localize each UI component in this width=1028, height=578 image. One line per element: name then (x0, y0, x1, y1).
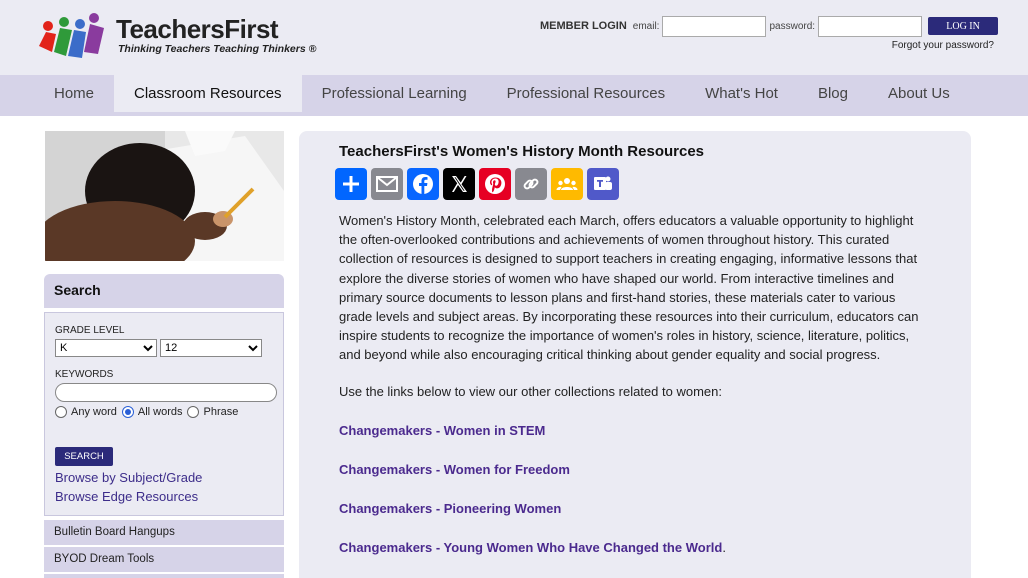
x-icon[interactable] (443, 168, 475, 200)
match-options (55, 406, 273, 418)
main-content (299, 131, 971, 578)
search-heading: Search (44, 274, 284, 308)
keywords-label: KEYWORDS (55, 369, 114, 380)
browse-edge-resources-link[interactable]: Browse Edge Resources (55, 489, 199, 504)
password-input[interactable] (818, 16, 922, 37)
nav-professional-learning[interactable]: Professional Learning (321, 84, 467, 102)
forgot-password-link[interactable]: Forgot your password? (891, 40, 994, 51)
side-item-byod[interactable]: BYOD Dream Tools (44, 547, 284, 572)
side-item-bulletin-board[interactable]: Bulletin Board Hangups (44, 520, 284, 545)
radio-all-words[interactable] (122, 406, 134, 418)
main-nav (0, 75, 1028, 116)
browse-subject-grade-link[interactable]: Browse by Subject/Grade (55, 470, 203, 485)
radio-any-word[interactable] (55, 406, 67, 418)
registered-mark: ® (308, 43, 317, 55)
nav-classroom-resources[interactable]: Classroom Resources (114, 75, 302, 112)
side-item-next[interactable] (44, 574, 284, 578)
site-header (0, 0, 1028, 75)
teachersfirst-logo[interactable] (36, 12, 317, 62)
link-women-for-freedom[interactable]: Changemakers - Women for Freedom (339, 462, 570, 477)
share-plus-icon[interactable] (335, 168, 367, 200)
nav-professional-resources[interactable]: Professional Resources (506, 84, 666, 102)
password-label: password: (769, 20, 816, 32)
radio-phrase[interactable] (187, 406, 199, 418)
share-bar (335, 168, 619, 200)
email-icon[interactable] (371, 168, 403, 200)
radio-all-words-label: All words (137, 406, 183, 418)
login-button[interactable]: LOG IN (928, 17, 998, 35)
link-young-women-changed-world (339, 540, 726, 555)
nav-whats-hot[interactable]: What's Hot (705, 84, 778, 102)
logo-text: TeachersFirst (116, 14, 279, 44)
link-suffix: . (722, 540, 726, 555)
search-panel (44, 312, 284, 516)
puzzle-people-logo-icon (36, 12, 116, 62)
google-classroom-icon[interactable] (551, 168, 583, 200)
grade-level-label: GRADE LEVEL (55, 325, 125, 336)
radio-phrase-label: Phrase (203, 406, 239, 418)
nav-about-us[interactable]: About Us (888, 84, 950, 102)
member-login-label: MEMBER LOGIN (540, 20, 627, 32)
radio-any-word-label: Any word (71, 406, 117, 418)
nav-home[interactable]: Home (54, 84, 95, 102)
use-links-text: Use the links below to view our other collections related to women: (339, 384, 722, 399)
microsoft-teams-icon[interactable] (587, 168, 619, 200)
grade-to-select[interactable] (160, 339, 262, 357)
copy-link-icon[interactable] (515, 168, 547, 200)
email-label: email: (632, 20, 660, 32)
link-women-in-stem[interactable]: Changemakers - Women in STEM (339, 423, 546, 438)
link-young-women-changed-world-text[interactable]: Changemakers - Young Women Who Have Changed the World (339, 540, 723, 555)
facebook-icon[interactable] (407, 168, 439, 200)
keywords-input[interactable] (55, 383, 277, 402)
logo-tagline: Thinking Teachers Teaching Thinkers (118, 43, 306, 55)
search-button[interactable]: SEARCH (55, 447, 113, 466)
grade-from-select[interactable] (55, 339, 157, 357)
intro-paragraph: Women's History Month, celebrated each March, offers educators a valuable opportunity to highlight the often-overlooked contributions and achievements of women throughout history. This curated collection of resources is designed to support teachers in creating engaging, informative lessons that explore the diverse stories of women who have shaped our world. From interactive timelines and primary source documents to lesson plans and first-hand stories, these materials cater to various grade levels and subject areas. By incorporating these resources into their curriculum, educators can inspire students to recognize the importance of women's roles in history, science, literature, politics, and beyond while also encouraging critical thinking about gender equality and social progress. (339, 213, 919, 363)
member-login-form (540, 15, 998, 37)
email-input[interactable] (662, 16, 766, 37)
student-writing-photo (45, 131, 284, 261)
pinterest-icon[interactable] (479, 168, 511, 200)
link-pioneering-women[interactable]: Changemakers - Pioneering Women (339, 501, 562, 516)
page-title: TeachersFirst's Women's History Month Resources (339, 143, 705, 160)
student-photo-illustration (45, 131, 284, 261)
nav-blog[interactable]: Blog (817, 84, 848, 102)
